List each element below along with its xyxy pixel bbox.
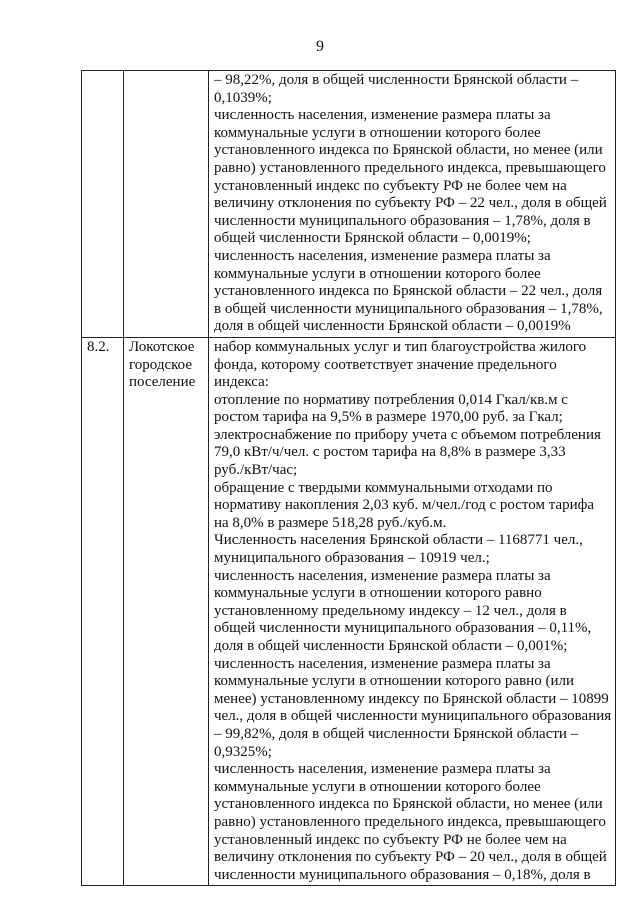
text-line: поселение: [129, 374, 196, 391]
text-line: численность населения, изменение размера платы за: [214, 761, 551, 778]
text-line: величину отклонения по субъекту РФ – 22 чел., доля в общей: [214, 195, 607, 212]
text-line: – 99,82%, доля в общей численности Брянской области –: [214, 725, 579, 742]
row-number-cell: [82, 71, 124, 338]
description-cell: [209, 71, 616, 338]
text-line: на 8,0% в размере 518,28 руб./куб.м.: [214, 514, 447, 531]
text-line: численность населения, изменение размера платы за: [214, 655, 551, 672]
text-line: равно) установленного предельного индекса, превышающего: [214, 159, 606, 176]
text-line: общей численности Брянской области – 0,0019%;: [214, 230, 531, 247]
text-line: Локотское: [129, 338, 195, 355]
text-line: Численность населения Брянской области – 1168771 чел.,: [214, 532, 583, 549]
text-line: установленного индекса по Брянской области, но менее (или: [214, 142, 603, 159]
text-line: руб./кВт/час;: [214, 462, 298, 479]
text-line: обращение с твердыми коммунальными отходами по: [214, 479, 553, 496]
text-line: коммунальные услуги в отношении которого равно (или: [214, 673, 574, 690]
text-line: равно) установленного предельного индекса, превышающего: [214, 813, 606, 830]
text-line: численности муниципального образования – 1,78%, доля в: [214, 212, 591, 229]
table-row: [82, 337, 616, 885]
text-line: 0,9325%;: [214, 743, 272, 760]
text-line: менее) установленному индексу по Брянской области – 10899: [214, 690, 609, 707]
row-number: 8.2.: [87, 338, 110, 355]
row-number-cell: [82, 337, 124, 885]
text-line: коммунальные услуги в отношении которого более: [214, 265, 541, 282]
text-line: чел., доля в общей численности муниципального образования: [214, 708, 612, 725]
text-line: коммунальные услуги в отношении которого равно: [214, 585, 542, 602]
text-line: муниципального образования – 10919 чел.;: [214, 550, 490, 567]
text-line: установленного индекса по Брянской области, но менее (или: [214, 796, 603, 813]
text-line: нормативу накопления 2,03 куб. м/чел./год с ростом тарифа: [214, 497, 595, 514]
municipality-cell: [124, 71, 209, 338]
text-line: доля в общей численности Брянской области – 0,001%;: [214, 638, 568, 654]
municipality-cell: [124, 337, 209, 885]
text-line: электроснабжение по прибору учета с объемом потребления: [214, 426, 601, 443]
text-line: в общей численности муниципального образования – 1,78%,: [214, 300, 603, 317]
text-line: индекса:: [214, 374, 269, 391]
text-line: установленного индекса по Брянской области – 22 чел., доля: [214, 283, 603, 300]
text-line: коммунальные услуги в отношении которого более: [214, 124, 541, 141]
description-cell: [209, 337, 616, 885]
text-line: ростом тарифа на 9,5% в размере 1970,00 руб. за Гкал;: [214, 409, 563, 426]
text-line: отопление по нормативу потребления 0,014 Гкал/кв.м с: [214, 391, 568, 408]
text-line: коммунальные услуги в отношении которого более: [214, 778, 541, 795]
text-line: численности муниципального образования – 0,18%, доля в: [214, 866, 591, 883]
text-line: 0,1039%;: [214, 89, 272, 106]
text-line: величину отклонения по субъекту РФ – 20 чел., доля в общей: [214, 849, 607, 866]
table-row: [82, 71, 616, 338]
text-line: установленный индекс по субъекту РФ не более чем на: [214, 831, 567, 848]
text-line: численность населения, изменение размера платы за: [214, 107, 551, 124]
page-number: 9: [316, 38, 324, 55]
text-line: – 98,22%, доля в общей численности Брянской области –: [214, 72, 579, 88]
text-line: 79,0 кВт/ч/чел. с ростом тарифа на 8,8% в размере 3,33: [214, 444, 566, 461]
tariff-table: [81, 70, 616, 886]
text-line: общей численности муниципального образования – 0,11%,: [214, 620, 592, 637]
text-line: установленный индекс по субъекту РФ не более чем на: [214, 177, 567, 194]
text-line: численность населения, изменение размера платы за: [214, 247, 551, 264]
text-line: набор коммунальных услуг и тип благоустройства жилого: [214, 338, 587, 355]
text-line: установленному предельному индексу – 12 чел., доля в: [214, 602, 567, 619]
text-line: фонда, которому соответствует значение предельного: [214, 356, 557, 373]
text-line: городское: [129, 356, 193, 373]
text-line: численность населения, изменение размера платы за: [214, 567, 551, 584]
text-line: доля в общей численности Брянской области – 0,0019%: [214, 318, 571, 335]
